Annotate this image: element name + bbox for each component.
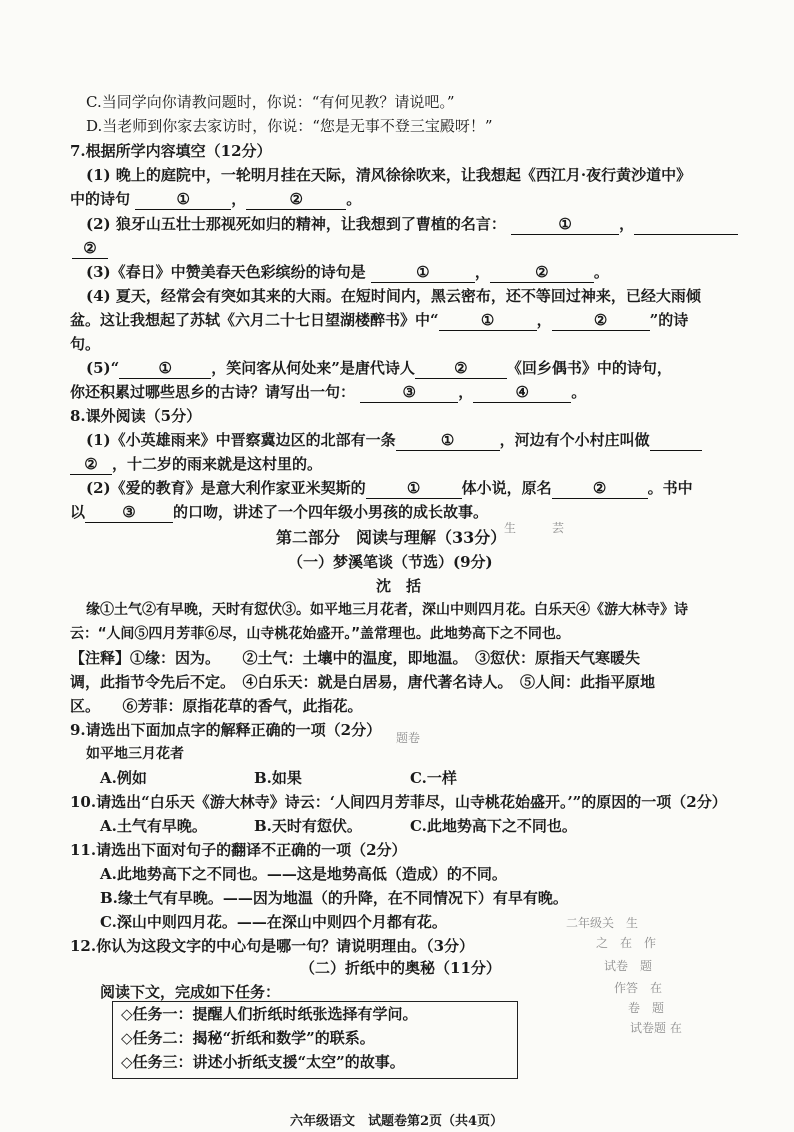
task-box — [112, 1001, 518, 1079]
q7-title: 7.根据所学内容填空（12分） — [70, 142, 272, 160]
blank-2-start[interactable] — [650, 430, 702, 451]
blank-4[interactable]: ④ — [473, 382, 571, 403]
q9-option-b: B.如果 — [254, 769, 302, 787]
q7-s1-line2: 中的诗句 ① ， ② 。 — [70, 190, 362, 208]
notes-line1: 【注释】①缘：因为。 ②土气：土壤中的温度，即地温。 ③愆伏：原指天气寒暖失 — [70, 649, 641, 667]
blank-2[interactable]: ② — [490, 262, 594, 283]
q8-s1-line1: (1)《小英雄雨来》中晋察冀边区的北部有一条 ① ，河边有个小村庄叫做 — [86, 430, 702, 451]
bleed-mark: 二年级关 生 — [566, 916, 639, 930]
bleed-mark: 题卷 — [396, 731, 421, 745]
text-author: 沈 括 — [376, 577, 422, 595]
q12-title: 12.你认为这段文字的中心句是哪一句？请说明理由。（3分） — [70, 937, 475, 955]
q10-option-b: B.天时有愆伏。 — [254, 817, 362, 835]
q7-s4-line2: 盆。这让我想起了苏轼《六月二十七日望湖楼醉书》中“ ① ， ② ”的诗 — [70, 311, 689, 329]
page-footer: 六年级语文 试题卷第2页（共4页） — [290, 1114, 504, 1129]
task-3: ◇任务三：讲述小折纸支援“太空”的故事。 — [121, 1053, 405, 1071]
q10-option-a: A.土气有早晚。 — [100, 817, 207, 835]
q11-option-a: A.此地势高下之不同也。——这是地势高低（造成）的不同。 — [100, 865, 507, 883]
bleed-mark: 卷 题 — [628, 1001, 665, 1015]
bleed-mark: 之 在 作 — [596, 936, 657, 950]
task-1: ◇任务一：提醒人们折纸时纸张选择有学问。 — [121, 1005, 418, 1023]
q9-phrase: 如平地三月花者 — [86, 746, 184, 762]
blank-3[interactable]: ③ — [360, 382, 458, 403]
q8-s1-line2: ② ，十二岁的雨来就是这村里的。 — [70, 454, 322, 475]
classical-text-line2: 云：“人间⑤四月芳菲⑥尽，山寺桃花始盛开。”盖常理也。此地势高下之不同也。 — [70, 626, 570, 642]
blank-2[interactable]: ② — [552, 310, 650, 331]
blank-2[interactable]: ② — [70, 454, 112, 475]
blank-1[interactable]: ① — [366, 478, 462, 499]
q9-option-c: C.一样 — [410, 769, 457, 787]
q7-s2-line1: (2) 狼牙山五壮士那视死如归的精神，让我想到了曹植的名言： ① ， — [86, 214, 738, 235]
q8-title: 8.课外阅读（5分） — [70, 407, 202, 425]
classical-text-line1: 缘①土气②有早晚，天时有愆伏③。如平地三月花者，深山中则四月花。白乐天④《游大林寺》诗 — [86, 602, 688, 618]
q10-title: 10.请选出“白乐天《游大林寺》诗云：‘人间四月芳菲尽，山寺桃花始盛开。’”的原因的一项（2分） — [70, 793, 727, 811]
bleed-mark: 试卷 题 — [604, 959, 653, 973]
blank-3[interactable]: ③ — [85, 502, 173, 523]
blank-1[interactable]: ① — [135, 189, 231, 210]
q7-s5-line2: 你还积累过哪些思乡的古诗？请写出一句： ③ ， ④ 。 — [70, 383, 587, 401]
blank-2-start[interactable] — [634, 214, 738, 235]
q7-s5-line1: (5)“ ① ，笑问客从何处来”是唐代诗人 ② 《回乡偶书》中的诗句， — [86, 359, 672, 377]
bleed-mark: 试卷题 在 — [630, 1021, 682, 1035]
blank-2[interactable]: ② — [415, 358, 507, 379]
section1-heading: （一）梦溪笔谈（节选）(9分) — [288, 553, 493, 571]
notes-line2: 调，此指节令先后不定。 ④白乐天：就是白居易，唐代著名诗人。 ⑤人间：此指平原地 — [70, 673, 656, 691]
task-2: ◇任务二：揭秘“折纸和数学”的联系。 — [121, 1029, 375, 1047]
bleed-mark: 作答 在 — [614, 981, 663, 995]
q7-s1-line1: (1) 晚上的庭院中，一轮明月挂在天际，清风徐徐吹来，让我想起《西江月·夜行黄沙道中》 — [86, 166, 692, 184]
q10-option-c: C.此地势高下之不同也。 — [410, 817, 577, 835]
q7-s3: (3)《春日》中赞美春天色彩缤纷的诗句是 ① ， ② 。 — [86, 263, 609, 281]
blank-2[interactable]: ② — [552, 478, 648, 499]
q11-option-b: B.缘土气有早晚。——因为地温（的升降，在不同情况下）有早有晚。 — [100, 889, 568, 907]
q6-option-d: D.当老师到你家去家访时，你说：“您是无事不登三宝殿呀！” — [86, 117, 493, 135]
q7-s4-line3: 句。 — [70, 335, 101, 353]
section2-intro: 阅读下文，完成如下任务： — [100, 983, 281, 1001]
q9-option-a: A.例如 — [100, 769, 147, 787]
q7-s4-line1: (4) 夏天，经常会有突如其来的大雨。在短时间内，黑云密布，还不等回过神来，已经大雨倾 — [86, 287, 701, 305]
bleed-mark: 生 芸 — [504, 521, 565, 535]
blank-2[interactable]: ② — [72, 238, 108, 259]
q8-s2-line2: 以 ③ 的口吻，讲述了一个四年级小男孩的成长故事。 — [70, 503, 489, 521]
q6-option-c: C.当同学向你请教问题时，你说：“有何见教？请说吧。” — [86, 93, 455, 111]
blank-1[interactable]: ① — [396, 430, 500, 451]
part2-heading: 第二部分 阅读与理解（33分） — [276, 528, 507, 547]
blank-1[interactable]: ① — [371, 262, 475, 283]
section2-heading: （二）折纸中的奥秘（11分） — [300, 959, 501, 977]
q7-s2-line2 — [72, 238, 108, 259]
blank-2[interactable]: ② — [246, 189, 346, 210]
q11-title: 11.请选出下面对句子的翻译不正确的一项（2分） — [70, 841, 407, 859]
blank-1[interactable]: ① — [439, 310, 537, 331]
q9-title: 9.请选出下面加点字的解释正确的一项（2分） — [70, 721, 382, 739]
q11-option-c: C.深山中则四月花。——在深山中则四个月都有花。 — [100, 913, 447, 931]
blank-1[interactable]: ① — [511, 214, 619, 235]
notes-line3: 区。 ⑥芳菲：原指花草的香气，此指花。 — [70, 697, 363, 715]
blank-1[interactable]: ① — [119, 358, 211, 379]
q8-s2-line1: (2)《爱的教育》是意大利作家亚米契斯的 ① 体小说，原名 ② 。书中 — [86, 479, 693, 497]
